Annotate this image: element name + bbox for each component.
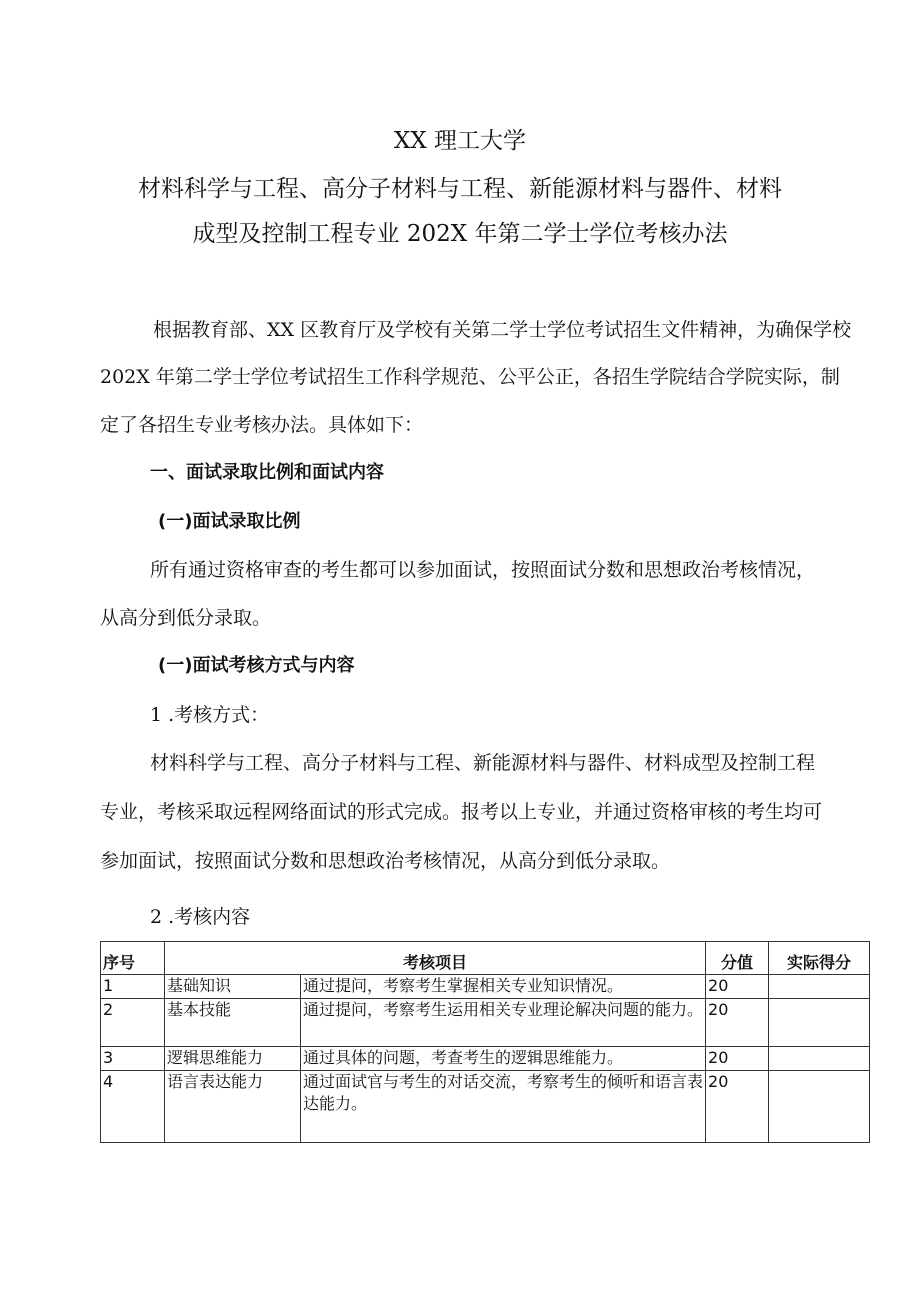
- subsection1-line1: 所有通过资格审查的考生都可以参加面试，按照面试分数和思想政治考核情况，: [150, 559, 816, 581]
- university-title: XX 理工大学: [393, 128, 527, 154]
- table-header-row: [101, 942, 870, 975]
- table-row: [101, 999, 870, 1047]
- row-desc: 通过提问，考察考生运用相关专业理论解决问题的能力。: [301, 999, 706, 1047]
- row-actual[interactable]: [769, 1071, 870, 1143]
- table-row: [101, 1047, 870, 1071]
- table-row: [101, 975, 870, 999]
- row-no: 2: [101, 999, 165, 1047]
- row-score: 20: [706, 999, 769, 1047]
- row-name: 基础知识: [165, 975, 301, 999]
- row-desc: 通过提问，考察考生掌握相关专业知识情况。: [301, 975, 706, 999]
- row-no: 3: [101, 1047, 165, 1071]
- row-no: 4: [101, 1071, 165, 1143]
- row-actual[interactable]: [769, 1047, 870, 1071]
- row-actual[interactable]: [769, 975, 870, 999]
- document-title-line1: 材料科学与工程、高分子材料与工程、新能源材料与器件、材料: [138, 176, 782, 202]
- subsection1-line2: 从高分到低分录取。: [100, 607, 272, 629]
- row-score: 20: [706, 975, 769, 999]
- header-actual: 实际得分: [769, 942, 870, 975]
- assessment-table: [100, 941, 870, 1143]
- table-row: [101, 1071, 870, 1143]
- intro-line2: 202X 年第二学士学位考试招生工作科学规范、公平公正，各招生学院结合学院实际，制: [100, 366, 840, 388]
- row-name: 基本技能: [165, 999, 301, 1047]
- header-score: 分值: [706, 942, 769, 975]
- subsection1-heading: (一)面试录取比例: [158, 511, 301, 532]
- item1-line1: 材料科学与工程、高分子材料与工程、新能源材料与器件、材料成型及控制工程: [150, 752, 816, 774]
- row-desc: 通过具体的问题，考查考生的逻辑思维能力。: [301, 1047, 706, 1071]
- item1-line3: 参加面试，按照面试分数和思想政治考核情况，从高分到低分录取。: [100, 850, 671, 872]
- header-item: 考核项目: [165, 942, 706, 975]
- item1-line2: 专业，考核采取远程网络面试的形式完成。报考以上专业，并通过资格审核的考生均可: [100, 801, 823, 823]
- row-name: 语言表达能力: [165, 1071, 301, 1143]
- row-no: 1: [101, 975, 165, 999]
- intro-line1: 根据教育部、XX 区教育厅及学校有关第二学士学位考试招生文件精神，为确保学校: [153, 319, 852, 341]
- row-desc: 通过面试官与考生的对话交流，考察考生的倾听和语言表达能力。: [301, 1071, 706, 1143]
- row-score: 20: [706, 1047, 769, 1071]
- document-title-line2: 成型及控制工程专业 202X 年第二学士学位考核办法: [192, 221, 728, 247]
- intro-line3: 定了各招生专业考核办法。具体如下：: [100, 414, 424, 436]
- section1-heading: 一、面试录取比例和面试内容: [150, 462, 384, 483]
- item2-heading: 2 .考核内容: [150, 906, 251, 928]
- header-no: 序号: [101, 942, 165, 975]
- row-name: 逻辑思维能力: [165, 1047, 301, 1071]
- row-score: 20: [706, 1071, 769, 1143]
- subsection2-heading: (一)面试考核方式与内容: [158, 655, 355, 676]
- item1-heading: 1 .考核方式：: [150, 704, 270, 726]
- row-actual[interactable]: [769, 999, 870, 1047]
